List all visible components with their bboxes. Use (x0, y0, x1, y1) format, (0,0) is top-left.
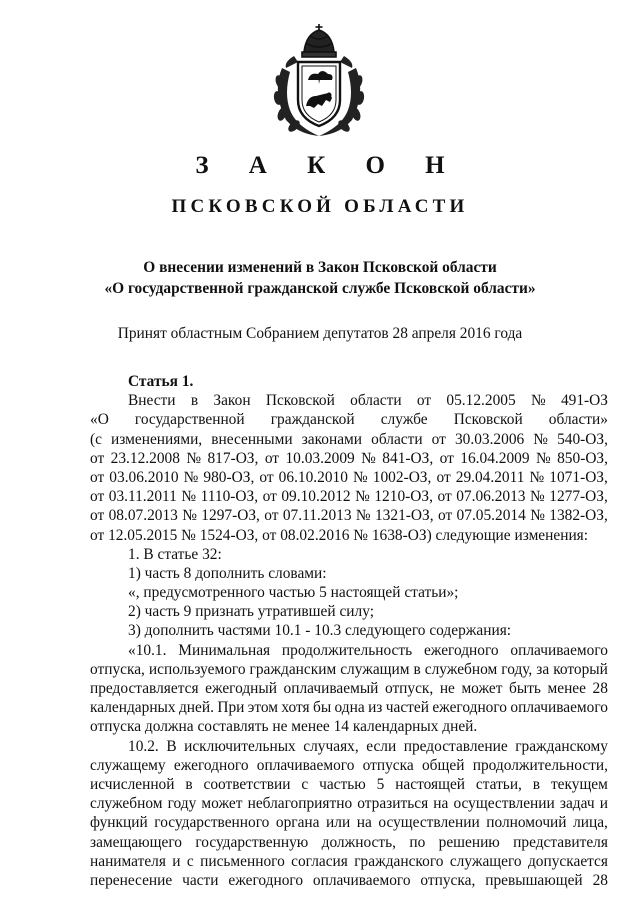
text-line (90, 794, 608, 813)
word: При (217, 699, 245, 717)
word: перенесение (90, 871, 173, 889)
word: ежегодного (432, 699, 508, 717)
word: хотя (281, 699, 310, 717)
word: общей (421, 756, 465, 774)
word: законами (301, 430, 363, 448)
word: служащего (449, 852, 522, 870)
word: 1277-ОЗ, (549, 488, 608, 506)
law-title: З А К О Н (195, 152, 462, 179)
word: должность, (321, 833, 396, 851)
text-line (90, 660, 608, 679)
word: 1321-ОЗ, (374, 507, 434, 525)
word: служащему (90, 756, 166, 774)
region-title: ПСКОВСКОЙ ОБЛАСТИ (171, 196, 469, 217)
word: в (532, 775, 541, 793)
text-line (90, 737, 608, 756)
word: используемого (148, 660, 246, 678)
word: замещающего (90, 833, 182, 851)
word: за (536, 660, 550, 678)
word: 1297-ОЗ, (201, 507, 260, 525)
word: 06.10.2010 (278, 468, 348, 486)
word: решению (438, 833, 500, 851)
text-line (90, 756, 608, 775)
word: может (461, 680, 503, 697)
word: службе (380, 411, 428, 429)
word: от (437, 488, 452, 506)
word: от (431, 430, 446, 448)
text-line (90, 679, 608, 698)
word: 09.10.2012 (281, 488, 351, 506)
word: который (553, 660, 608, 678)
word: в (185, 775, 193, 793)
word: 1110-ОЗ, (200, 488, 259, 506)
text-line (90, 468, 608, 487)
word: внесенными (211, 430, 293, 448)
word: задач (559, 795, 595, 813)
word: 1002-ОЗ, (372, 468, 432, 486)
text-line (90, 641, 608, 660)
word: 07.05.2014 (456, 507, 526, 525)
word: 07.06.2013 (456, 488, 526, 506)
word: исчисленной (90, 775, 175, 793)
word: Псковской (453, 411, 523, 429)
word: № (182, 507, 197, 525)
word: от (439, 449, 454, 467)
word: гражданской (270, 411, 355, 429)
text-line (90, 506, 608, 525)
word: 540-ОЗ, (557, 430, 608, 448)
word: 05.12.2005 (446, 392, 516, 410)
word: от (437, 507, 453, 525)
word: № (355, 488, 370, 506)
word: гражданским (249, 660, 337, 678)
word: 841-ОЗ, (382, 449, 434, 467)
word: оплачиваемого (312, 871, 411, 889)
word: оплачиваемый (283, 680, 379, 697)
word: представителя (513, 833, 608, 851)
word: от (416, 392, 432, 410)
word: 30.03.2006 (454, 430, 525, 448)
word: если (366, 737, 397, 755)
word: 1382-ОЗ, (549, 507, 608, 525)
word: в (413, 660, 421, 678)
word: соответствии (203, 775, 291, 793)
word: государственного (154, 814, 270, 832)
word: менее (547, 680, 586, 697)
word: 1071-ОЗ, (549, 468, 608, 486)
word: осуществлении (378, 814, 480, 832)
article-heading: Статья 1. (128, 373, 194, 390)
text-line (90, 487, 608, 506)
word: от (264, 449, 280, 467)
subtitle-line: «О государственной гражданской службе Псковской области» (104, 280, 536, 297)
word: и (599, 795, 608, 813)
word: «О (90, 411, 109, 429)
text-line (90, 410, 608, 429)
word: согласия (291, 852, 348, 870)
word: от (90, 449, 105, 467)
word: году, (501, 660, 533, 678)
word: от (90, 488, 105, 506)
word: календарных (90, 699, 176, 717)
word: оплачиваемого (510, 641, 608, 659)
word: 08.07.2013 (108, 507, 178, 525)
word: гражданскому (515, 737, 608, 755)
word: лица, (573, 814, 608, 832)
word: части (182, 871, 219, 889)
word: области (371, 430, 423, 448)
text-line: 3) дополнить частями 10.1 - 10.3 следующего содержания: (128, 622, 512, 640)
word: допускается (527, 852, 608, 870)
text-line: 1. В статье 32: (128, 545, 222, 563)
word: ежегодного (228, 871, 304, 889)
word: 491-ОЗ (560, 392, 608, 410)
word: в (190, 392, 199, 410)
word: оплачиваемого (510, 699, 608, 717)
word: оплачиваемого (256, 756, 355, 774)
text-line: 1) часть 8 дополнить словами: (128, 564, 327, 582)
word: быть (509, 680, 541, 697)
word: 10.2. (128, 737, 159, 755)
word: с (186, 852, 194, 870)
word: письменного (200, 852, 285, 870)
word: из (368, 699, 383, 717)
word: предоставляется (90, 680, 199, 697)
word: № (183, 468, 199, 486)
word: 07.11.2013 (282, 507, 352, 525)
subtitle-line: О внесении изменений в Закон Псковской области (143, 259, 497, 276)
text-line (90, 871, 608, 890)
word: статьи, (475, 775, 522, 793)
word: гражданского (354, 852, 444, 870)
word: 03.11.2011 (108, 488, 177, 506)
word: Закон (213, 392, 251, 410)
word: «10.1. (128, 641, 167, 659)
word: области» (548, 411, 608, 429)
word: неблагоприятно (247, 795, 353, 813)
word: 16.04.2009 (460, 449, 530, 467)
word: на (433, 795, 449, 813)
word: продолжительность (281, 641, 413, 659)
word: В (166, 737, 177, 755)
word: отпуска, (420, 871, 476, 889)
word: Внести (128, 392, 176, 410)
text-line (90, 813, 608, 832)
word: 850-ОЗ, (557, 449, 608, 467)
word: № (530, 392, 546, 410)
word: Минимальная (178, 641, 271, 659)
word: может (201, 795, 243, 813)
word: не (439, 680, 455, 697)
word: превышающей (485, 871, 583, 889)
word: на (356, 814, 372, 832)
text-line (90, 449, 608, 468)
word: от (264, 507, 279, 525)
word: (с (90, 430, 102, 448)
word: № (535, 449, 551, 467)
text-line (90, 833, 608, 852)
text-line (90, 430, 608, 449)
word: и (172, 852, 181, 870)
text-line: 2) часть 9 признать утратившей силу; (128, 603, 374, 621)
text-line: «, предусмотренного частью 5 настоящей статьи»; (128, 584, 459, 602)
word: от (90, 468, 105, 486)
word: дней. (178, 699, 214, 717)
article-body (90, 372, 608, 890)
word: № (353, 468, 368, 486)
word: настоящей (395, 775, 466, 793)
word: 28 (592, 871, 608, 889)
word: полномочий (486, 814, 567, 832)
word: 817-ОЗ, (207, 449, 259, 467)
word: № (530, 488, 545, 506)
word: осуществлении (453, 795, 555, 813)
word: отразиться (357, 795, 429, 813)
word: этом (247, 699, 279, 717)
text-line (90, 391, 608, 410)
word: году (167, 795, 197, 813)
word: 23.12.2008 (110, 449, 180, 467)
text-line: отпуска должна составлять не менее 14 календарных дней. (90, 718, 478, 736)
word: частей (385, 699, 429, 717)
text-line (90, 852, 608, 871)
word: от (262, 488, 277, 506)
word: 03.06.2010 (109, 468, 179, 486)
text-line (90, 698, 608, 717)
word: случаях, (303, 737, 359, 755)
word: отпуск, (384, 680, 434, 697)
word: или (326, 814, 351, 832)
word: бы (312, 699, 332, 717)
word: 5 (376, 775, 385, 793)
word: № (530, 507, 545, 525)
word: № (533, 430, 548, 448)
word: 1210-ОЗ, (374, 488, 433, 506)
word: 10.03.2009 (285, 449, 355, 467)
word: государственной (134, 411, 245, 429)
word: продолжительности, (472, 756, 608, 774)
word: 980-ОЗ, (203, 468, 255, 486)
word: ежегодный (205, 680, 277, 697)
word: предоставление (403, 737, 508, 755)
text-line (90, 775, 608, 794)
word: одна (334, 699, 365, 717)
word: № (355, 507, 371, 525)
word: служебном (424, 660, 498, 678)
word: служащим (340, 660, 410, 678)
word: области (350, 392, 402, 410)
word: текущем (550, 775, 608, 793)
word: отпуска, (90, 660, 145, 678)
law-subtitle (0, 257, 640, 299)
word: от (259, 468, 274, 486)
word: ежегодного (173, 756, 249, 774)
word: № (181, 488, 197, 506)
word: по (409, 833, 426, 851)
word: № (361, 449, 376, 467)
word: от (436, 468, 451, 486)
word: № (529, 468, 545, 486)
word: частью (319, 775, 366, 793)
text-line: от 12.05.2015 № 1524-ОЗ, от 08.02.2016 № 1638-ОЗ) следующие изменения: (90, 526, 589, 544)
word: 28 (592, 680, 608, 697)
word: Псковской (265, 392, 335, 410)
word: 29.04.2011 (455, 468, 525, 486)
word: № (186, 449, 202, 467)
coat-of-arms-icon (264, 22, 374, 140)
word: государственную (195, 833, 309, 851)
word: с (301, 775, 309, 793)
word: ежегодного (423, 641, 499, 659)
adoption-note: Принят областным Собранием депутатов 28 апреля 2016 года (117, 325, 523, 342)
word: нанимателя (90, 852, 166, 870)
word: отпуска (362, 756, 414, 774)
word: изменениями, (111, 430, 203, 448)
word: от (90, 507, 105, 525)
word: функций (90, 814, 148, 832)
word: служебном (90, 795, 163, 813)
word: исключительных (184, 737, 296, 755)
word: органа (275, 814, 320, 832)
article-text (90, 391, 608, 890)
